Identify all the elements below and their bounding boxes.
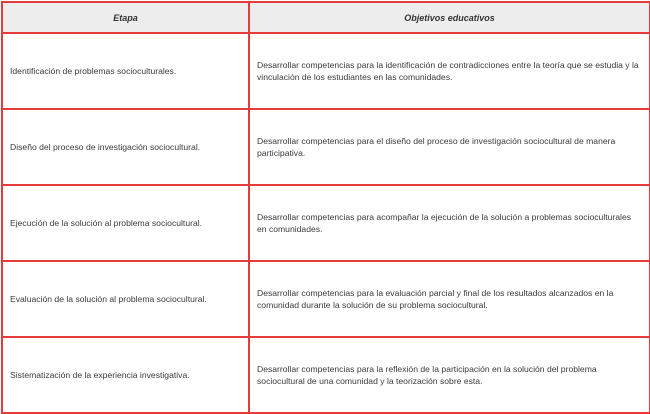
objective-cell: Desarrollar competencias para la evaluación parcial y final de los resultados alcanzados en la comunidad durante la solución de su problema sociocultural. [249,261,650,337]
stages-objectives-table [1,1,650,414]
stage-cell: Ejecución de la solución al problema sociocultural. [2,185,249,261]
table-row [2,261,650,337]
table-row [2,33,650,109]
header-stage: Etapa [2,2,249,33]
stage-cell: Identificación de problemas socioculturales. [2,33,249,109]
stage-cell: Evaluación de la solución al problema sociocultural. [2,261,249,337]
table-row [2,185,650,261]
objective-cell: Desarrollar competencias para acompañar la ejecución de la solución a problemas socioculturales en comunidades. [249,185,650,261]
header-objectives: Objetivos educativos [249,2,650,33]
table-row [2,109,650,185]
stage-cell: Sistematización de la experiencia investigativa. [2,337,249,413]
table-row [2,337,650,413]
objective-cell: Desarrollar competencias para la identificación de contradicciones entre la teoría que se estudia y la vinculación de los estudiantes en las comunidades. [249,33,650,109]
stage-cell: Diseño del proceso de investigación sociocultural. [2,109,249,185]
objective-cell: Desarrollar competencias para la reflexión de la participación en la solución del problema sociocultural de una comunidad y la teorización sobre esta. [249,337,650,413]
table-header-row [2,2,650,33]
objective-cell: Desarrollar competencias para el diseño del proceso de investigación sociocultural de manera participativa. [249,109,650,185]
